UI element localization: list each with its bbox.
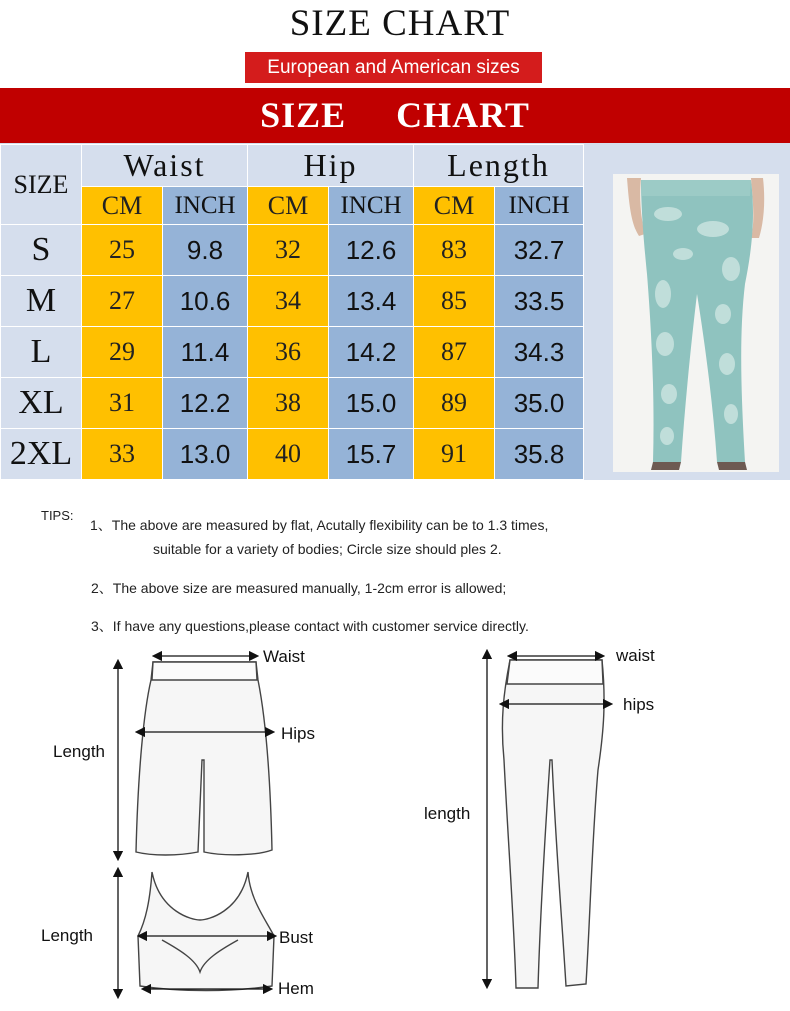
waist-cm-cell: 29 xyxy=(82,327,163,378)
waist-inch-cell: 10.6 xyxy=(163,276,248,327)
unit-cm: CM xyxy=(82,187,163,225)
length-cm-cell: 89 xyxy=(414,378,495,429)
page-title: SIZE CHART xyxy=(289,3,511,44)
size-label: M xyxy=(1,276,82,327)
length-inch-cell: 34.3 xyxy=(495,327,584,378)
table-row xyxy=(1,276,584,327)
region-badge: European and American sizes xyxy=(245,52,542,83)
hip-cm-cell: 38 xyxy=(248,378,329,429)
table-row xyxy=(1,225,584,276)
table-row xyxy=(1,429,584,480)
size-chart-banner: SIZE CHART xyxy=(0,88,790,143)
size-label: L xyxy=(1,327,82,378)
product-photo xyxy=(613,174,779,472)
bra-hem-label: Hem xyxy=(278,979,314,998)
leggings-length-label: length xyxy=(424,804,471,823)
bra-bust-label: Bust xyxy=(279,928,314,947)
waist-inch-cell: 13.0 xyxy=(163,429,248,480)
waist-inch-cell: 9.8 xyxy=(163,225,248,276)
hip-cm-cell: 40 xyxy=(248,429,329,480)
length-inch-cell: 32.7 xyxy=(495,225,584,276)
hip-cm-cell: 34 xyxy=(248,276,329,327)
unit-inch: INCH xyxy=(163,187,248,225)
shorts-waist-label: Waist xyxy=(263,647,305,666)
tip-line: suitable for a variety of bodies; Circle size should ples 2. xyxy=(153,541,502,557)
measurement-diagrams xyxy=(0,640,790,1011)
unit-inch: INCH xyxy=(495,187,584,225)
tips-label: TIPS: xyxy=(41,508,74,523)
hip-inch-cell: 15.7 xyxy=(329,429,414,480)
waist-cm-cell: 31 xyxy=(82,378,163,429)
leggings-photo-icon xyxy=(613,174,779,472)
size-label: S xyxy=(1,225,82,276)
length-inch-cell: 33.5 xyxy=(495,276,584,327)
length-inch-cell: 35.0 xyxy=(495,378,584,429)
size-label: 2XL xyxy=(1,429,82,480)
hip-cm-cell: 32 xyxy=(248,225,329,276)
size-header: SIZE xyxy=(1,145,82,225)
shorts-length-label: Length xyxy=(53,742,105,761)
hip-header: Hip xyxy=(248,145,414,187)
table-row xyxy=(1,327,584,378)
sports-bra-outline-icon xyxy=(138,872,274,991)
length-cm-cell: 83 xyxy=(414,225,495,276)
waist-inch-cell: 11.4 xyxy=(163,327,248,378)
tip-line: 1、The above are measured by flat, Acutally flexibility can be to 1.3 times, xyxy=(90,517,549,533)
waist-header: Waist xyxy=(82,145,248,187)
length-cm-cell: 91 xyxy=(414,429,495,480)
waist-cm-cell: 27 xyxy=(82,276,163,327)
hip-inch-cell: 12.6 xyxy=(329,225,414,276)
bra-length-label: Length xyxy=(41,926,93,945)
tip-line: 2、The above size are measured manually, 1-2cm error is allowed; xyxy=(91,580,507,596)
hip-cm-cell: 36 xyxy=(248,327,329,378)
waist-cm-cell: 33 xyxy=(82,429,163,480)
waist-inch-cell: 12.2 xyxy=(163,378,248,429)
size-label: XL xyxy=(1,378,82,429)
unit-inch: INCH xyxy=(329,187,414,225)
hip-inch-cell: 15.0 xyxy=(329,378,414,429)
shorts-hips-label: Hips xyxy=(281,724,316,743)
table-row xyxy=(1,378,584,429)
unit-cm: CM xyxy=(248,187,329,225)
size-table xyxy=(0,144,584,480)
hip-inch-cell: 13.4 xyxy=(329,276,414,327)
length-cm-cell: 85 xyxy=(414,276,495,327)
leggings-outline-icon xyxy=(502,660,604,988)
leggings-hips-label: hips xyxy=(623,695,655,714)
length-inch-cell: 35.8 xyxy=(495,429,584,480)
leggings-waist-label: waist xyxy=(616,646,655,665)
waist-cm-cell: 25 xyxy=(82,225,163,276)
length-header: Length xyxy=(414,145,584,187)
unit-cm: CM xyxy=(414,187,495,225)
hip-inch-cell: 14.2 xyxy=(329,327,414,378)
length-cm-cell: 87 xyxy=(414,327,495,378)
shorts-outline-icon xyxy=(136,662,272,855)
tip-line: 3、If have any questions,please contact with customer service directly. xyxy=(91,618,529,634)
